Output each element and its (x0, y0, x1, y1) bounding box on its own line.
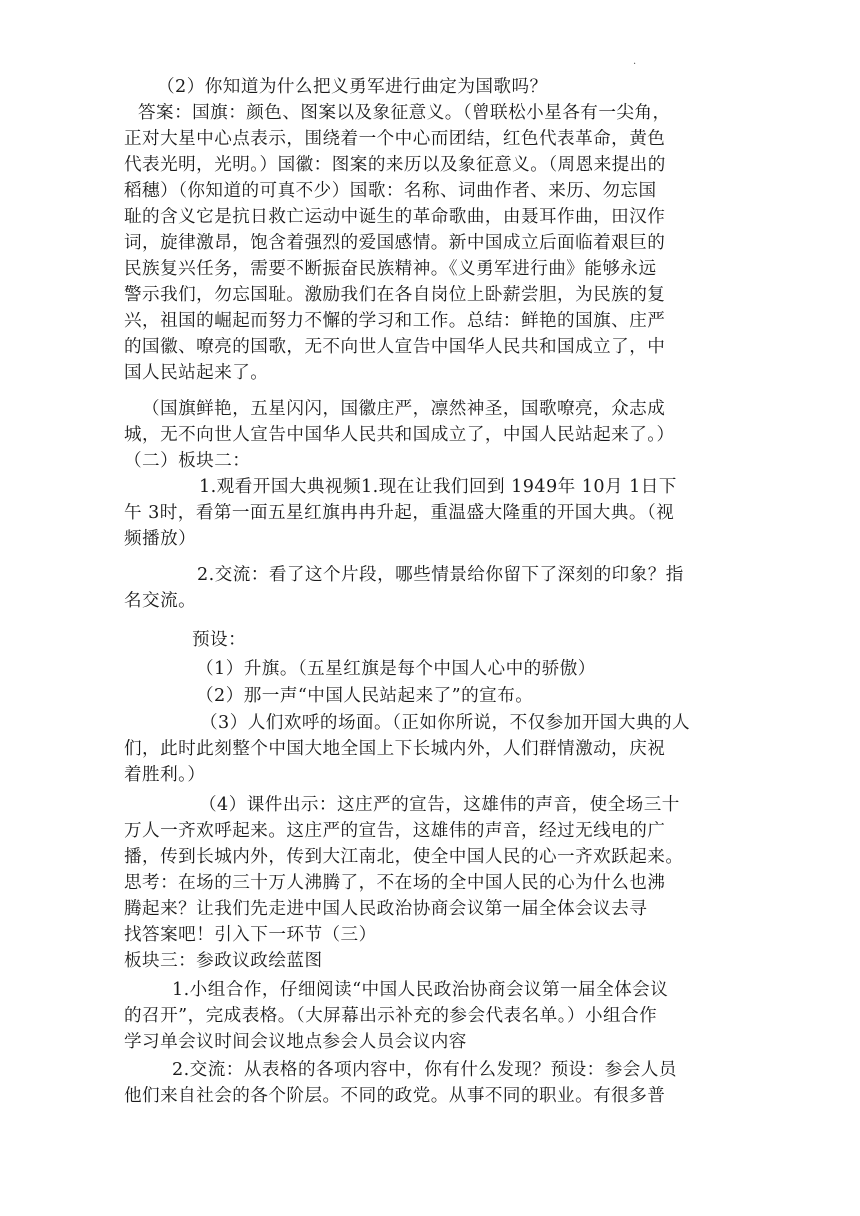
text-line: 兴，祖国的崛起而努力不懈的学习和工作。总结：鲜艳的国旗、庄严 (124, 311, 666, 331)
text-line: （国旗鲜艳，五星闪闪，国徽庄严，凛然神圣，国歌嘹亮，众志成 (142, 399, 666, 419)
text-line: （2）你知道为什么把义勇军进行曲定为国歌吗？ (157, 77, 548, 97)
text-line: 正对大星中心点表示，围绕着一个中心而团结，红色代表革命，黄色 (124, 129, 666, 149)
text-line: 们，此时此刻整个中国大地全国上下长城内外，人们群情激动，庆祝 (124, 739, 666, 759)
text-line: 名交流。 (124, 591, 197, 611)
text-line: 着胜利。） (124, 765, 206, 785)
text-line: 学习单会议时间会议地点参会人员会议内容 (124, 1032, 467, 1052)
text-line: 腾起来？让我们先走进中国人民政治协商会议第一届全体会议去寻 (124, 899, 648, 919)
text-line: 预设： (192, 630, 247, 650)
text-line: 播，传到长城内外，传到大江南北，使全中国人民的心一齐欢跃起来。 (124, 847, 684, 867)
text-line: 稻穗）（你知道的可真不少）国歌：名称、词曲作者、来历、勿忘国 (124, 181, 657, 201)
text-line: 耻的含义它是抗日救亡运动中诞生的革命歌曲，由聂耳作曲，田汉作 (124, 207, 666, 227)
text-line: 1.观看开国大典视频1.现在让我们回到 1949年 10月 1日下 (199, 477, 677, 497)
text-line: 城，无不向世人宣告中国华人民共和国成立了，中国人民站起来了。） (124, 425, 675, 445)
text-line: （1）升旗。（五星红旗是每个中国人心中的骄傲） (196, 659, 596, 679)
text-line: 的国徽、嘹亮的国歌，无不向世人宣告中国华人民共和国成立了，中 (124, 337, 666, 357)
text-line: 2.交流：看了这个片段，哪些情景给你留下了深刻的印象？指 (197, 565, 684, 585)
text-line: 思考：在场的三十万人沸腾了，不在场的全中国人民的心为什么也沸 (124, 873, 666, 893)
text-line: （3）人们欢呼的场面。（正如你所说，不仅参加开国大典的人 (200, 713, 691, 733)
text-line: 的召开”，完成表格。（大屏幕出示补充的参会代表名单。）小组合作 (124, 1006, 658, 1026)
text-line: 1.小组合作，仔细阅读“中国人民政治协商会议第一届全体会议 (172, 980, 669, 1000)
section-heading: （二）板块二： (124, 451, 251, 471)
text-line: 词，旋律激昂，饱含着强烈的爱国感情。新中国成立后面临着艰巨的 (124, 233, 666, 253)
text-line: 警示我们，勿忘国耻。激励我们在各自岗位上卧薪尝胆，为民族的复 (124, 285, 666, 305)
text-line: 午 3时，看第一面五星红旗冉冉升起，重温盛大隆重的开国大典。（视 (124, 503, 675, 523)
text-line: （2）那一声“中国人民站起来了”的宣布。 (196, 686, 534, 706)
text-line: 2.交流：从表格的各项内容中，你有什么发现？预设：参会人员 (172, 1060, 677, 1080)
text-line: 代表光明，光明。）国徽：图案的来历以及象征意义。（周恩来提出的 (124, 155, 666, 175)
text-line: 答案：国旗：颜色、图案以及象征意义。（曾联松小星各有一尖角， (138, 103, 671, 123)
text-line: 国人民站起来了。 (124, 363, 269, 383)
text-line: 他们来自社会的各个阶层。不同的政党。从事不同的职业。有很多普 (124, 1086, 666, 1106)
text-line: 找答案吧！引入下一环节（三） (124, 925, 377, 945)
section-heading: 板块三：参政议政绘蓝图 (124, 951, 323, 971)
corner-mark: . (633, 56, 637, 67)
text-line: 频播放） (124, 529, 197, 549)
text-line: （4）课件出示：这庄严的宣告，这雄伟的声音，使全场三十 (199, 795, 680, 815)
text-line: 民族复兴任务，需要不断振奋民族精神。《义勇军进行曲》能够永远 (124, 259, 657, 279)
text-line: 万人一齐欢呼起来。这庄严的宣告，这雄伟的声音，经过无线电的广 (124, 821, 666, 841)
